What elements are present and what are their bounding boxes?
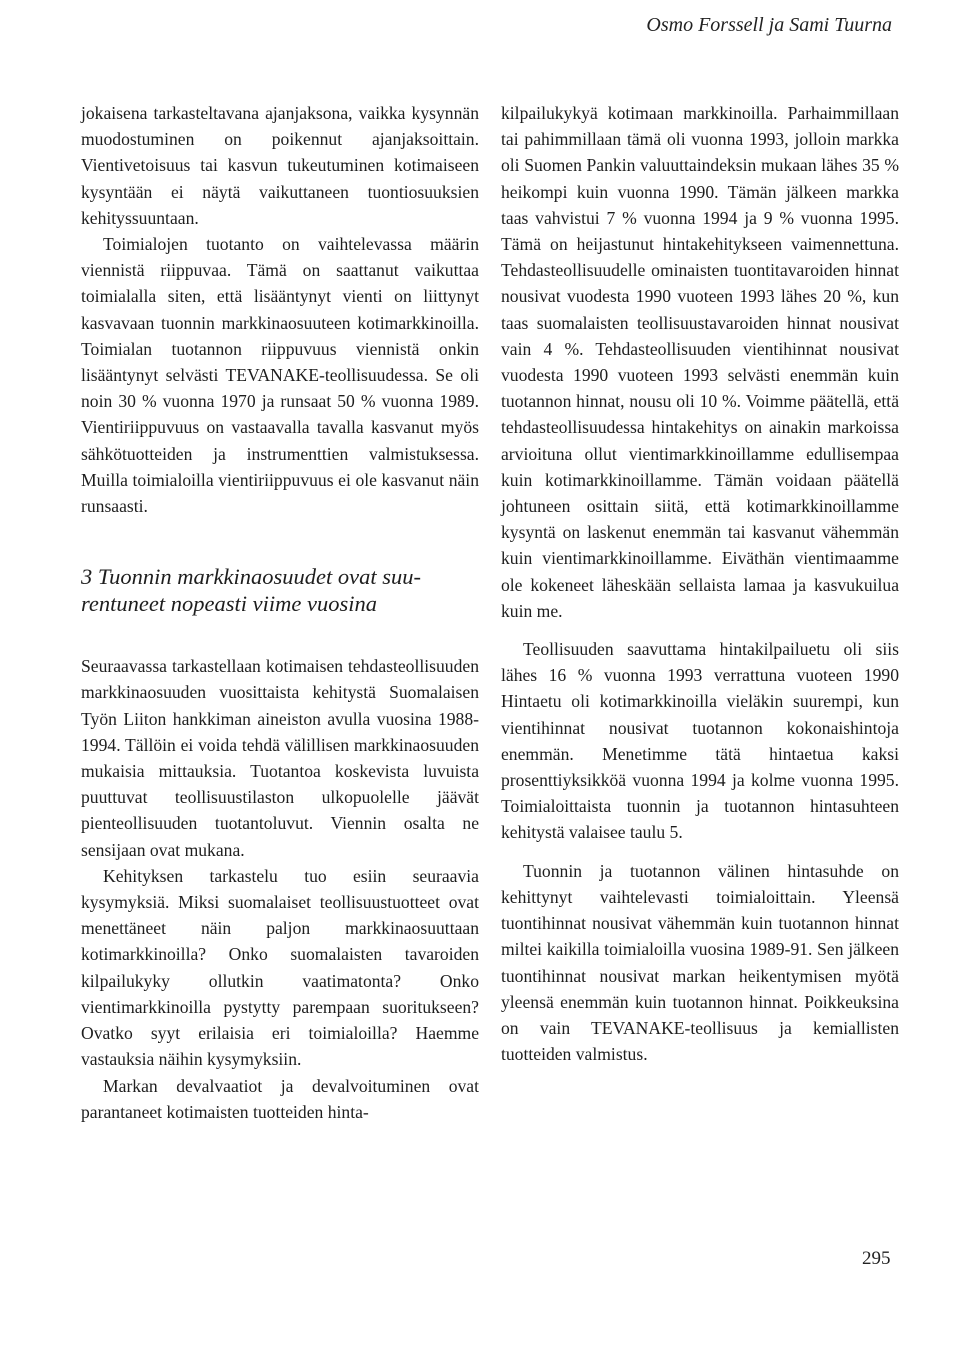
paragraph: Toimialojen tuotanto on vaihtelevassa määrin viennistä riippuvaa. Tämä on saattanut vaikuttaa toimialalla siten, että lisääntynyt vienti on liittynyt kasvavaan tuonnin markkinaosuuteen kotimarkkinoilla. Toimialan tuotannon riippuvuus viennistä onkin lisääntynyt selvästi TEVANAKE-teollisuudessa. Se oli noin 30 % vuonna 1970 ja runsaat 50 % vuonna 1989. Vientiriippuvuus on vastaavalla tavalla kasvanut myös sähkötuotteiden ja instrumenttien valmistuksessa. Muilla toimialoilla vientiriippuvuus ei ole kasvanut näin runsaasti. <box>81 234 479 517</box>
section-heading <box>81 563 479 617</box>
page-number: 295 <box>862 1248 891 1269</box>
running-header-authors: Osmo Forssell ja Sami Tuurna <box>646 14 892 36</box>
paragraph: Markan devalvaatiot ja devalvoituminen ovat parantaneet kotimaisten tuotteiden hinta- <box>81 1075 479 1122</box>
paragraph: kilpailukykyä kotimaan markkinoilla. Parhaimmillaan tai pahimmillaan tämä oli vuonna 1993, jolloin markka oli Suomen Pankin valuuttaindeksin mukaan lähes 35 % heikompi kuin vuonna 1990. Tämän jälkeen markka taas vahvistui 7 % vuonna 1994 ja 9 % vuonna 1995. Tämä on heijastunut hintakehitykseen vaimennettuna. Tehdasteollisuudelle ominaisten tuontitavaroiden hinnat nousivat vuodesta 1990 vuoteen 1993 lähes 20 %, kun taas suomalaisten teollisuustavaroiden hinnat nousivat vain 4 %. Tehdasteollisuuden vientihinnat nousivat vuodesta 1990 vuoteen 1993 selvästi enemmän kuin tuotannon hinnat, nousu oli 10 %. Voimme päätellä, että tehdasteollisuudessa hintakehitys on ainakin markoissa arvioituna ollut vientimarkkinoillamme edullisempaa kuin kotimarkkinoillamme. Tämän voidaan päätellä johtuneen osittain siitä, että kotimarkkinoillamme kysyntä on laskenut enemmän tai kasvanut vähemmän kuin vientimarkkinoillamme. Eiväthän vientimaamme ole kokeneet läheskään sellaista lamaa ja kasvukuilua kuin me. <box>501 103 899 621</box>
section-heading-line: 3 Tuonnin markkinaosuudet ovat suu- <box>81 564 421 590</box>
paragraph: Tuonnin ja tuotannon välinen hintasuhde on kehittynyt vaihtelevasti toimialoittain. Yleensä tuontihinnat nousivat vähemmän kuin tuotannon hinnat miltei kaikilla toimialoilla vuosina 1989-91. Sen jälkeen tuontihinnat nousivat markan heikentymisen myötä yleensä enemmän kuin tuotannon hinnat. Poikkeuksina on vain TEVANAKE-teollisuus ja kemiallisten tuotteiden valmistus. <box>501 860 899 1065</box>
paragraph: Kehityksen tarkastelu tuo esiin seuraavia kysymyksiä. Miksi suomalaiset teollisuustuotteet ovat menettäneet näin paljon markkinaosuuttaan kotimarkkinoilla? Onko suomalaisten tavaroiden kilpailukyky ollutkin vaatimatonta? Onko vientimarkkinoilla pystytty parempaan suoritukseen? Ovatko syyt erilaisia eri toimialoilla? Haemme vastauksia näihin kysymyksiin. <box>81 865 479 1070</box>
paragraph: jokaisena tarkasteltavana ajanjaksona, vaikka kysynnän muodostuminen on poikennut ajanjaksoittain. Vientivetoisuus tai kasvun tukeutuminen kotimaiseen kysyntään ei näytä vaikuttaneen tuontiosuuksien kehityssuuntaan. <box>81 103 479 228</box>
right-text-column <box>501 100 899 1067</box>
left-text-column <box>81 100 479 1125</box>
paragraph: Teollisuuden saavuttama hintakilpailuetu oli siis lähes 16 % vuonna 1993 verrattuna vuoteen 1990 Hintaetu oli kotimarkkinoilla vieläkin suurempi, kun vientihinnat nousivat tuotannon kokonaishintoja enemmän. Menetimme tätä hintaetua kaksi prosenttiyksikköä vuonna 1994 ja kolme vuonna 1995. Toimialoittaista tuonnin ja tuotannon hintasuhteen kehitystä valaisee taulu 5. <box>501 639 899 843</box>
paragraph: Seuraavassa tarkastellaan kotimaisen tehdasteollisuuden markkinaosuuden vuosittaista kehitystä Suomalaisen Työn Liiton hankkiman aineiston avulla vuosina 1988-1994. Tällöin ei voida tehdä välillisen markkinaosuuden mukaisia mittauksia. Tuotantoa koskevista luvuista puuttuvat teollisuustilaston ulkopuolelle jäävät pienteollisuuden tuotantoluvut. Viennin osalta ne sensijaan ovat mukana. <box>81 656 479 860</box>
section-heading-line: rentuneet nopeasti viime vuosina <box>81 591 377 617</box>
